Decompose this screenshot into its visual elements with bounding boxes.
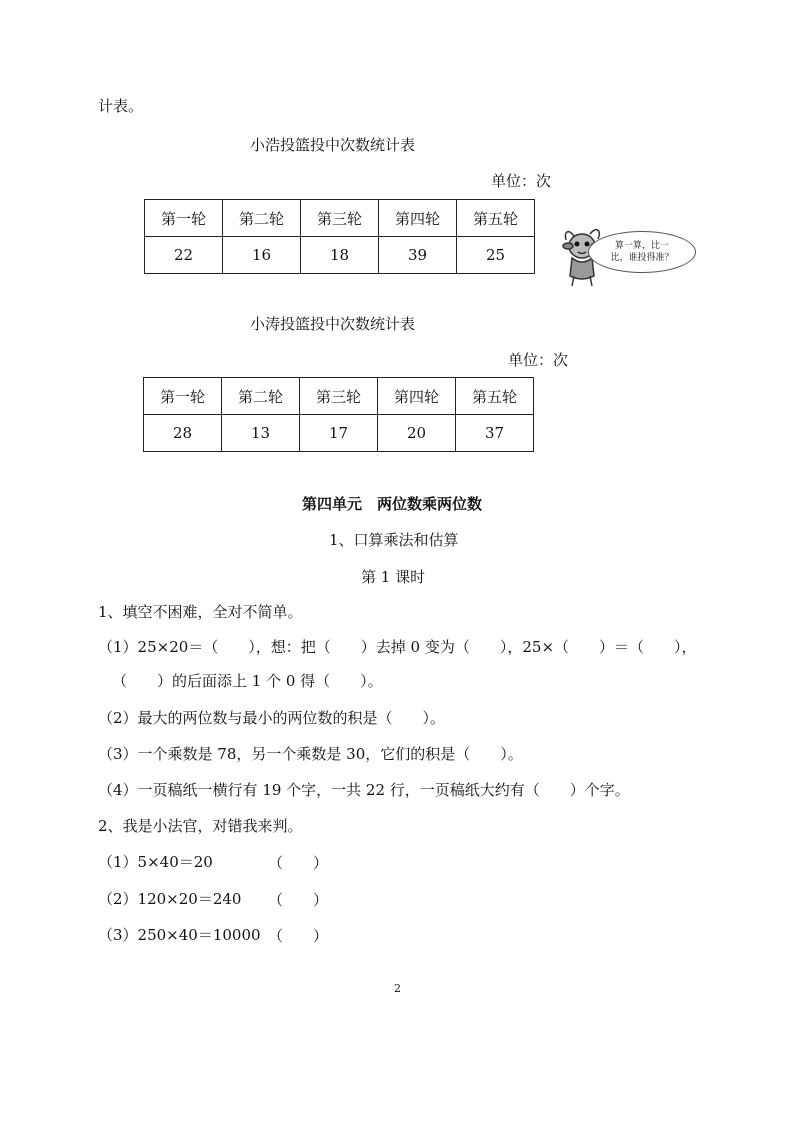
table2-header-cell: 第四轮 (378, 378, 456, 415)
speech-bubble (588, 231, 696, 273)
table1-header-row (145, 200, 535, 237)
table1-title: 小浩投篮投中次数统计表 (250, 136, 416, 154)
q1-item4: （4）一页稿纸一横行有 19 个字，一共 22 行，一页稿纸大约有（ ）个字。 (98, 781, 630, 799)
q2-title: 2、我是小法官，对错我来判。 (98, 817, 303, 835)
table1-header-cell: 第一轮 (145, 200, 223, 237)
q1-item1-line2: （ ）的后面添上 1 个 0 得（ ）。 (112, 672, 383, 690)
q2-item-expr: （1）5×40＝20 (98, 853, 213, 871)
table2-value-cell: 28 (144, 415, 222, 452)
table2-value-cell: 17 (300, 415, 378, 452)
table2 (143, 377, 534, 452)
table1-header-cell: 第五轮 (457, 200, 535, 237)
table2-value-cell: 20 (378, 415, 456, 452)
speech-bubble-text: 算一算，比一比，谁投得准？ (610, 241, 674, 263)
table2-header-cell: 第三轮 (300, 378, 378, 415)
table2-value-cell: 13 (222, 415, 300, 452)
intro-continuation: 计表。 (98, 97, 144, 115)
table2-header-row (144, 378, 534, 415)
table2-title: 小涛投篮投中次数统计表 (250, 315, 416, 333)
table1-unit: 单位：次 (491, 172, 552, 190)
table1-header-cell: 第三轮 (301, 200, 379, 237)
table2-unit: 单位：次 (508, 351, 569, 369)
table1-value-row (145, 237, 535, 274)
table2-value-cell: 37 (456, 415, 534, 452)
table1-value-cell: 16 (223, 237, 301, 274)
q1-item1-line1: （1）25×20＝（ ），想：把（ ）去掉 0 变为（ ），25×（ ）＝（ ）， (98, 638, 697, 656)
table2-value-row (144, 415, 534, 452)
q1-title: 1、填空不困难，全对不简单。 (98, 603, 303, 621)
q2-item-expr: （2）120×20＝240 (98, 890, 242, 908)
lesson-heading: 第 1 课时 (361, 568, 426, 586)
table1-header-cell: 第二轮 (223, 200, 301, 237)
section-heading: 1、口算乘法和估算 (329, 531, 459, 549)
table1-value-cell: 25 (457, 237, 535, 274)
table2-header-cell: 第一轮 (144, 378, 222, 415)
unit-heading: 第四单元 两位数乘两位数 (302, 495, 483, 513)
table1-value-cell: 18 (301, 237, 379, 274)
table1-header-cell: 第四轮 (379, 200, 457, 237)
q1-item2: （2）最大的两位数与最小的两位数的积是（ ）。 (98, 709, 446, 727)
table1 (144, 199, 535, 274)
table1-value-cell: 39 (379, 237, 457, 274)
table2-header-cell: 第二轮 (222, 378, 300, 415)
q2-item-answer-blank: （ ） (268, 854, 329, 872)
q2-item-expr: （3）250×40＝10000 (98, 926, 261, 944)
q2-item-answer-blank: （ ） (268, 927, 329, 945)
table1-value-cell: 22 (145, 237, 223, 274)
q1-item3: （3）一个乘数是 78，另一个乘数是 30，它们的积是（ ）。 (98, 745, 523, 763)
q2-item-answer-blank: （ ） (268, 891, 329, 909)
table2-header-cell: 第五轮 (456, 378, 534, 415)
page-number: 2 (394, 982, 401, 995)
